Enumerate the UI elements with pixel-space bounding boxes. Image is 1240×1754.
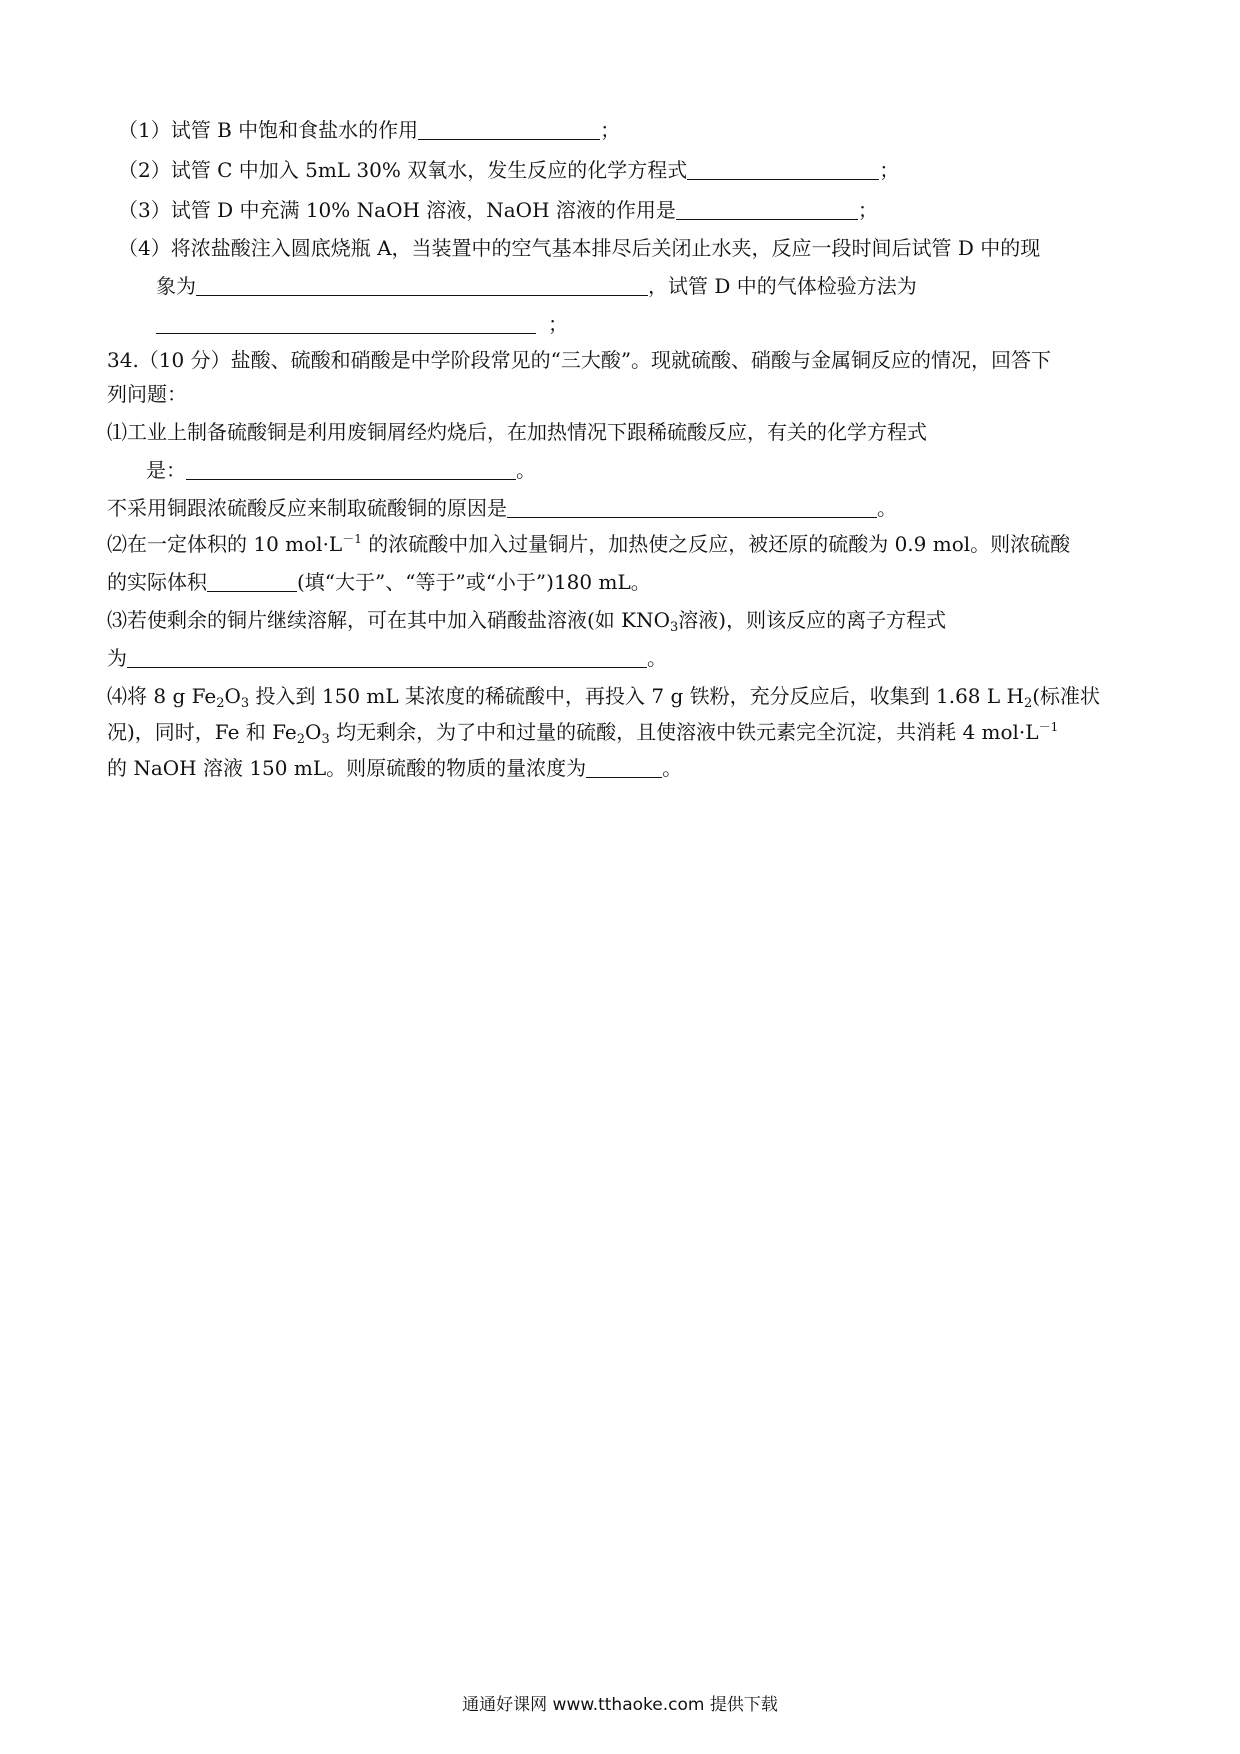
answer-blank[interactable] — [418, 119, 600, 140]
answer-blank[interactable] — [207, 571, 297, 592]
q34-part1-line2: 是： 。 — [146, 458, 536, 482]
q33-part3: （3）试管 D 中充满 10% NaOH 溶液，NaOH 溶液的作用是 ； — [118, 198, 878, 222]
q34-part1-line3: 不采用铜跟浓硫酸反应来制取硫酸铜的原因是 。 — [107, 496, 897, 520]
q34-part2-line1: ⑵在一定体积的 10 $mol\cdot L^{-1}$ 的浓硫酸中加入过量铜片，加热使之反应，被还原的硫酸为 0.9 mol。则浓硫酸 — [107, 532, 1071, 556]
page-footer: 通通好课网 www.tthaoke.com 提供下载 — [462, 1695, 778, 1715]
q34-intro-line1: 34.（10 分）盐酸、硫酸和硝酸是中学阶段常见的“三大酸”。现就硫酸、硝酸与金属铜反应的情况，回答下 — [107, 348, 1052, 372]
q34-part3-line2: 为 。 — [107, 646, 667, 670]
answer-blank[interactable] — [676, 199, 858, 220]
answer-blank[interactable] — [156, 313, 536, 334]
q34-part4-line3: 的 NaOH 溶液 150 mL。则原硫酸的物质的量浓度为 。 — [107, 756, 683, 780]
q34-part4-line2: 况)，同时，Fe 和 $Fe_2O_3$ 均无剩余，为了中和过量的硫酸，且使溶液中铁元素完全沉淀，共消耗 4 $mol\cdot L^{-1}$ — [107, 720, 1059, 747]
answer-blank[interactable] — [196, 275, 648, 296]
answer-blank[interactable] — [586, 757, 662, 778]
q33-part1: （1）试管 B 中饱和食盐水的作用 ； — [118, 118, 621, 142]
answer-blank[interactable] — [687, 159, 879, 180]
answer-blank[interactable] — [507, 497, 877, 518]
q33-part2: （2）试管 C 中加入 5mL 30% 双氧水，发生反应的化学方程式 ； — [118, 158, 900, 182]
q34-part1-line1: ⑴工业上制备硫酸铜是利用废铜屑经灼烧后，在加热情况下跟稀硫酸反应，有关的化学方程式 — [107, 420, 927, 444]
q33-part4-line3: ； — [156, 310, 568, 338]
q33-part4-line1: （4）将浓盐酸注入圆底烧瓶 A，当装置中的空气基本排尽后关闭止水夹，反应一段时间后试管 D 中的现 — [118, 236, 1041, 260]
answer-blank[interactable] — [127, 647, 647, 668]
q34-part2-line2: 的实际体积 (填“大于”、“等于”或“小于”)180 mL。 — [107, 570, 651, 594]
q33-part4-line2: 象为 ，试管 D 中的气体检验方法为 — [156, 274, 917, 298]
answer-blank[interactable] — [186, 459, 516, 480]
q34-part3-line1: ⑶若使剩余的铜片继续溶解，可在其中加入硝酸盐溶液(如 $KNO_3$溶液)，则该反应的离子方程式 — [107, 608, 947, 635]
q34-intro-line2: 列问题： — [107, 382, 187, 406]
q34-part4-line1: ⑷将 8 g $Fe_2O_3$ 投入到 150 mL 某浓度的稀硫酸中，再投入 7 g 铁粉，充分反应后，收集到 1.68 L $H_2$(标准状 — [107, 684, 1101, 711]
